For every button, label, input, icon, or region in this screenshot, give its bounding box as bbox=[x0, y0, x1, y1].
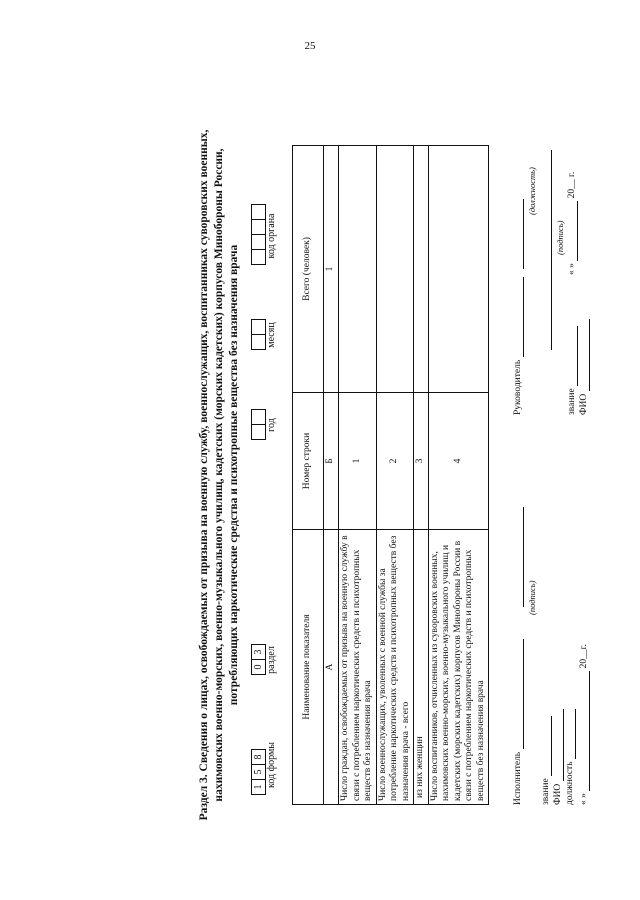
month-digit bbox=[252, 334, 265, 349]
form-code-digit: 1 bbox=[252, 779, 265, 794]
section-code-digit: 3 bbox=[253, 649, 264, 655]
form-code-label: код формы bbox=[266, 741, 277, 789]
executor-sign-line[interactable] bbox=[523, 507, 524, 607]
row-name: Число граждан, освобождаемых от призыва на военную службу в связи с потреблением наркотических средств и психотропных веществ без назначения врача bbox=[339, 530, 377, 805]
head-position-line[interactable] bbox=[523, 277, 524, 357]
row-value[interactable] bbox=[414, 146, 429, 393]
indicators-table bbox=[292, 145, 489, 805]
page-number: 25 bbox=[304, 40, 316, 52]
section-code-boxes bbox=[251, 644, 266, 675]
executor-position-row bbox=[565, 709, 576, 805]
head-label: Руководитель bbox=[513, 359, 523, 415]
head-fio-row bbox=[579, 319, 590, 415]
head-rank-label: звание bbox=[567, 388, 577, 415]
year-digit bbox=[252, 424, 265, 439]
section-code-label: раздел bbox=[266, 646, 277, 674]
head-rank-line[interactable] bbox=[577, 326, 578, 386]
executor-position-line[interactable] bbox=[575, 709, 576, 759]
head-sign-line[interactable] bbox=[551, 150, 552, 350]
table-row bbox=[339, 146, 377, 805]
letter-1: 1 bbox=[324, 146, 339, 393]
row-value[interactable] bbox=[339, 146, 377, 393]
organ-code-digit bbox=[252, 249, 265, 264]
head-date-row bbox=[567, 115, 578, 275]
executor-rank-row bbox=[541, 716, 552, 805]
form-code-boxes bbox=[251, 749, 266, 795]
month-label: месяц bbox=[266, 322, 277, 348]
row-number: 1 bbox=[339, 393, 377, 530]
executor-fio-label: ФИО bbox=[553, 783, 563, 805]
executor-date-suffix: 20__г. bbox=[579, 644, 589, 669]
executor-sign-caption: (подпись) bbox=[527, 580, 537, 615]
form-code-digit: 8 bbox=[253, 754, 264, 760]
executor-rank-label: звание bbox=[541, 778, 551, 805]
head-fio-line[interactable] bbox=[589, 319, 590, 391]
executor-fio-row bbox=[553, 709, 564, 805]
table-row bbox=[414, 146, 429, 805]
organ-code-digit bbox=[252, 234, 265, 249]
month-boxes bbox=[251, 319, 266, 350]
executor-fio-line[interactable] bbox=[563, 709, 564, 781]
letter-b: Б bbox=[324, 393, 339, 530]
organ-code-digit bbox=[252, 219, 265, 234]
organ-code-digit bbox=[252, 205, 265, 219]
row-number: 3 bbox=[414, 393, 429, 530]
executor-rank-line[interactable] bbox=[551, 716, 552, 776]
year-label: год bbox=[266, 418, 277, 432]
head-block bbox=[513, 115, 524, 415]
executor-position-label: должность bbox=[565, 761, 575, 805]
year-boxes bbox=[251, 409, 266, 440]
row-value[interactable] bbox=[376, 146, 414, 393]
table-row bbox=[428, 146, 489, 805]
section-title: Раздел 3. Сведения о лицах, освобождаемых от призыва на военную службу, военнослужащих, воспитанниках суворовских военных, нахимовских военно-морских, военно-музыкального училищ, кадетских (морских кадетских) корпусов Минобороны России, потребляющих наркотические средства и психотропные вещества без назначения врача bbox=[198, 129, 240, 821]
organ-code-label: код органа bbox=[266, 213, 277, 259]
head-date-suffix: 20__ г. bbox=[567, 171, 577, 199]
year-digit bbox=[252, 410, 265, 424]
letter-a: А bbox=[324, 530, 339, 805]
head-rank-row bbox=[567, 326, 578, 415]
head-position-caption: (должность) bbox=[527, 167, 537, 215]
executor-label: Исполнитель bbox=[513, 751, 523, 805]
row-value[interactable] bbox=[428, 146, 489, 393]
form-code-digit: 5 bbox=[252, 764, 265, 779]
head-fio-label: ФИО bbox=[579, 393, 589, 415]
row-name: из них женщин bbox=[414, 530, 429, 805]
section-code-digit: 0 bbox=[252, 659, 265, 674]
head-extra-line[interactable] bbox=[523, 199, 524, 269]
head-sign-row bbox=[541, 150, 552, 350]
executor-line[interactable] bbox=[523, 639, 524, 749]
row-name: Число военнослужащих, уволенных с военной службы за потребление наркотических средств и психотропных веществ без назначения врача - всего bbox=[376, 530, 414, 805]
header-total: Всего (человек) bbox=[293, 146, 324, 393]
executor-date-prefix: « » bbox=[579, 793, 589, 805]
executor-block bbox=[513, 475, 524, 805]
head-sign-caption: (подпись) bbox=[555, 220, 565, 255]
head-date-line[interactable] bbox=[577, 201, 578, 261]
organ-code-boxes bbox=[251, 204, 266, 265]
row-number: 2 bbox=[376, 393, 414, 530]
executor-date-row bbox=[579, 505, 590, 805]
head-date-prefix: « » bbox=[567, 263, 577, 275]
header-row-number: Номер строки bbox=[293, 393, 324, 530]
rotated-form-sheet bbox=[85, 115, 589, 835]
month-digit bbox=[252, 320, 265, 334]
executor-date-line[interactable] bbox=[589, 671, 590, 791]
table-row bbox=[376, 146, 414, 805]
row-number: 4 bbox=[428, 393, 489, 530]
row-name: Число воспитанников, отчисленных из суворовских военных, нахимовских военно-морских, военно-музыкального училищ и кадетских (морских кадетских) корпусов Минобороны России в связи с потреблением наркотических средств и психотропных веществ без назначения врача bbox=[428, 530, 489, 805]
header-indicator: Наименование показателя bbox=[293, 530, 324, 805]
